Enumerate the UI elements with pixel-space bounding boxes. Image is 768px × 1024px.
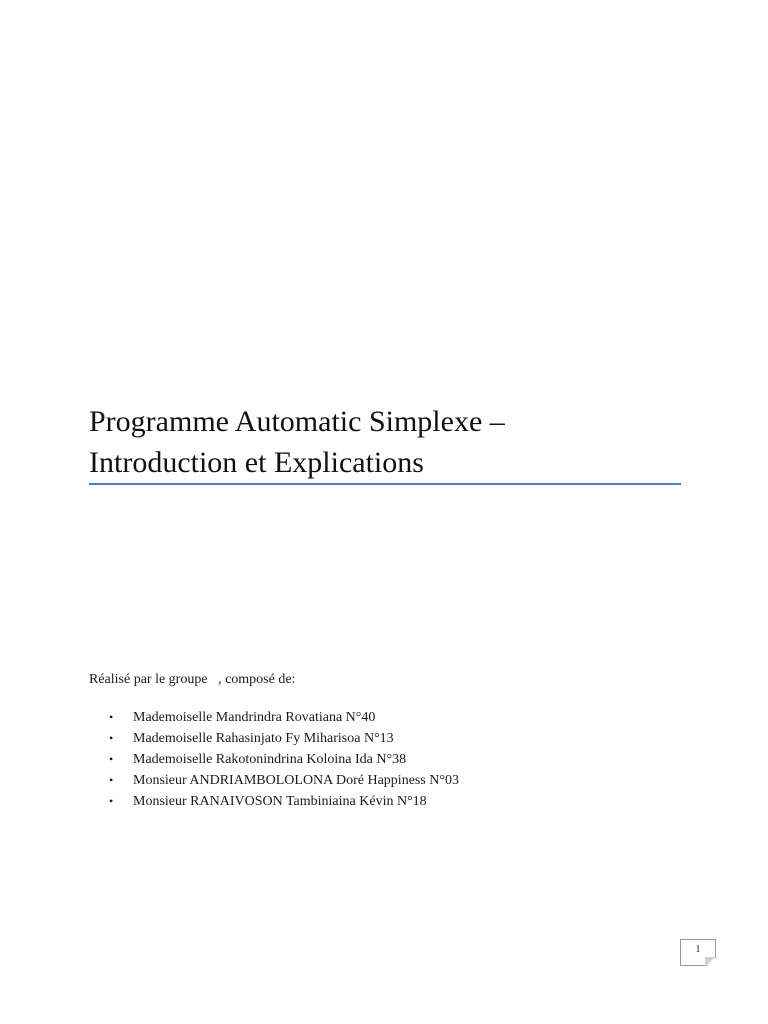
list-item	[109, 792, 459, 813]
bullet-icon: •	[109, 794, 114, 808]
group-intro-text: Réalisé par le groupe , composé de:	[89, 672, 296, 687]
page-number: 1	[695, 944, 701, 955]
list-item	[109, 708, 459, 729]
bullet-icon: •	[109, 752, 114, 766]
member-name: Mademoiselle Rahasinjato Fy Miharisoa N°13	[133, 731, 394, 746]
member-name: Monsieur RANAIVOSON Tambiniaina Kévin N°18	[133, 794, 427, 809]
list-item	[109, 771, 459, 792]
bullet-icon: •	[109, 773, 114, 787]
member-name: Mademoiselle Rakotonindrina Koloina Ida N°38	[133, 752, 407, 767]
title-line-2: Introduction et Explications	[89, 446, 424, 479]
bullet-icon: •	[109, 731, 114, 745]
list-item	[109, 729, 459, 750]
folded-corner-icon	[705, 957, 715, 967]
member-name: Monsieur ANDRIAMBOLOLONA Doré Happiness N°03	[133, 773, 460, 788]
document-title	[89, 401, 681, 483]
title-underline-rule	[89, 483, 681, 485]
bullet-icon: •	[109, 710, 114, 724]
title-line-1: Programme Automatic Simplexe –	[89, 405, 505, 438]
member-list	[109, 708, 459, 813]
member-name: Mademoiselle Mandrindra Rovatiana N°40	[133, 710, 376, 725]
list-item	[109, 750, 459, 771]
